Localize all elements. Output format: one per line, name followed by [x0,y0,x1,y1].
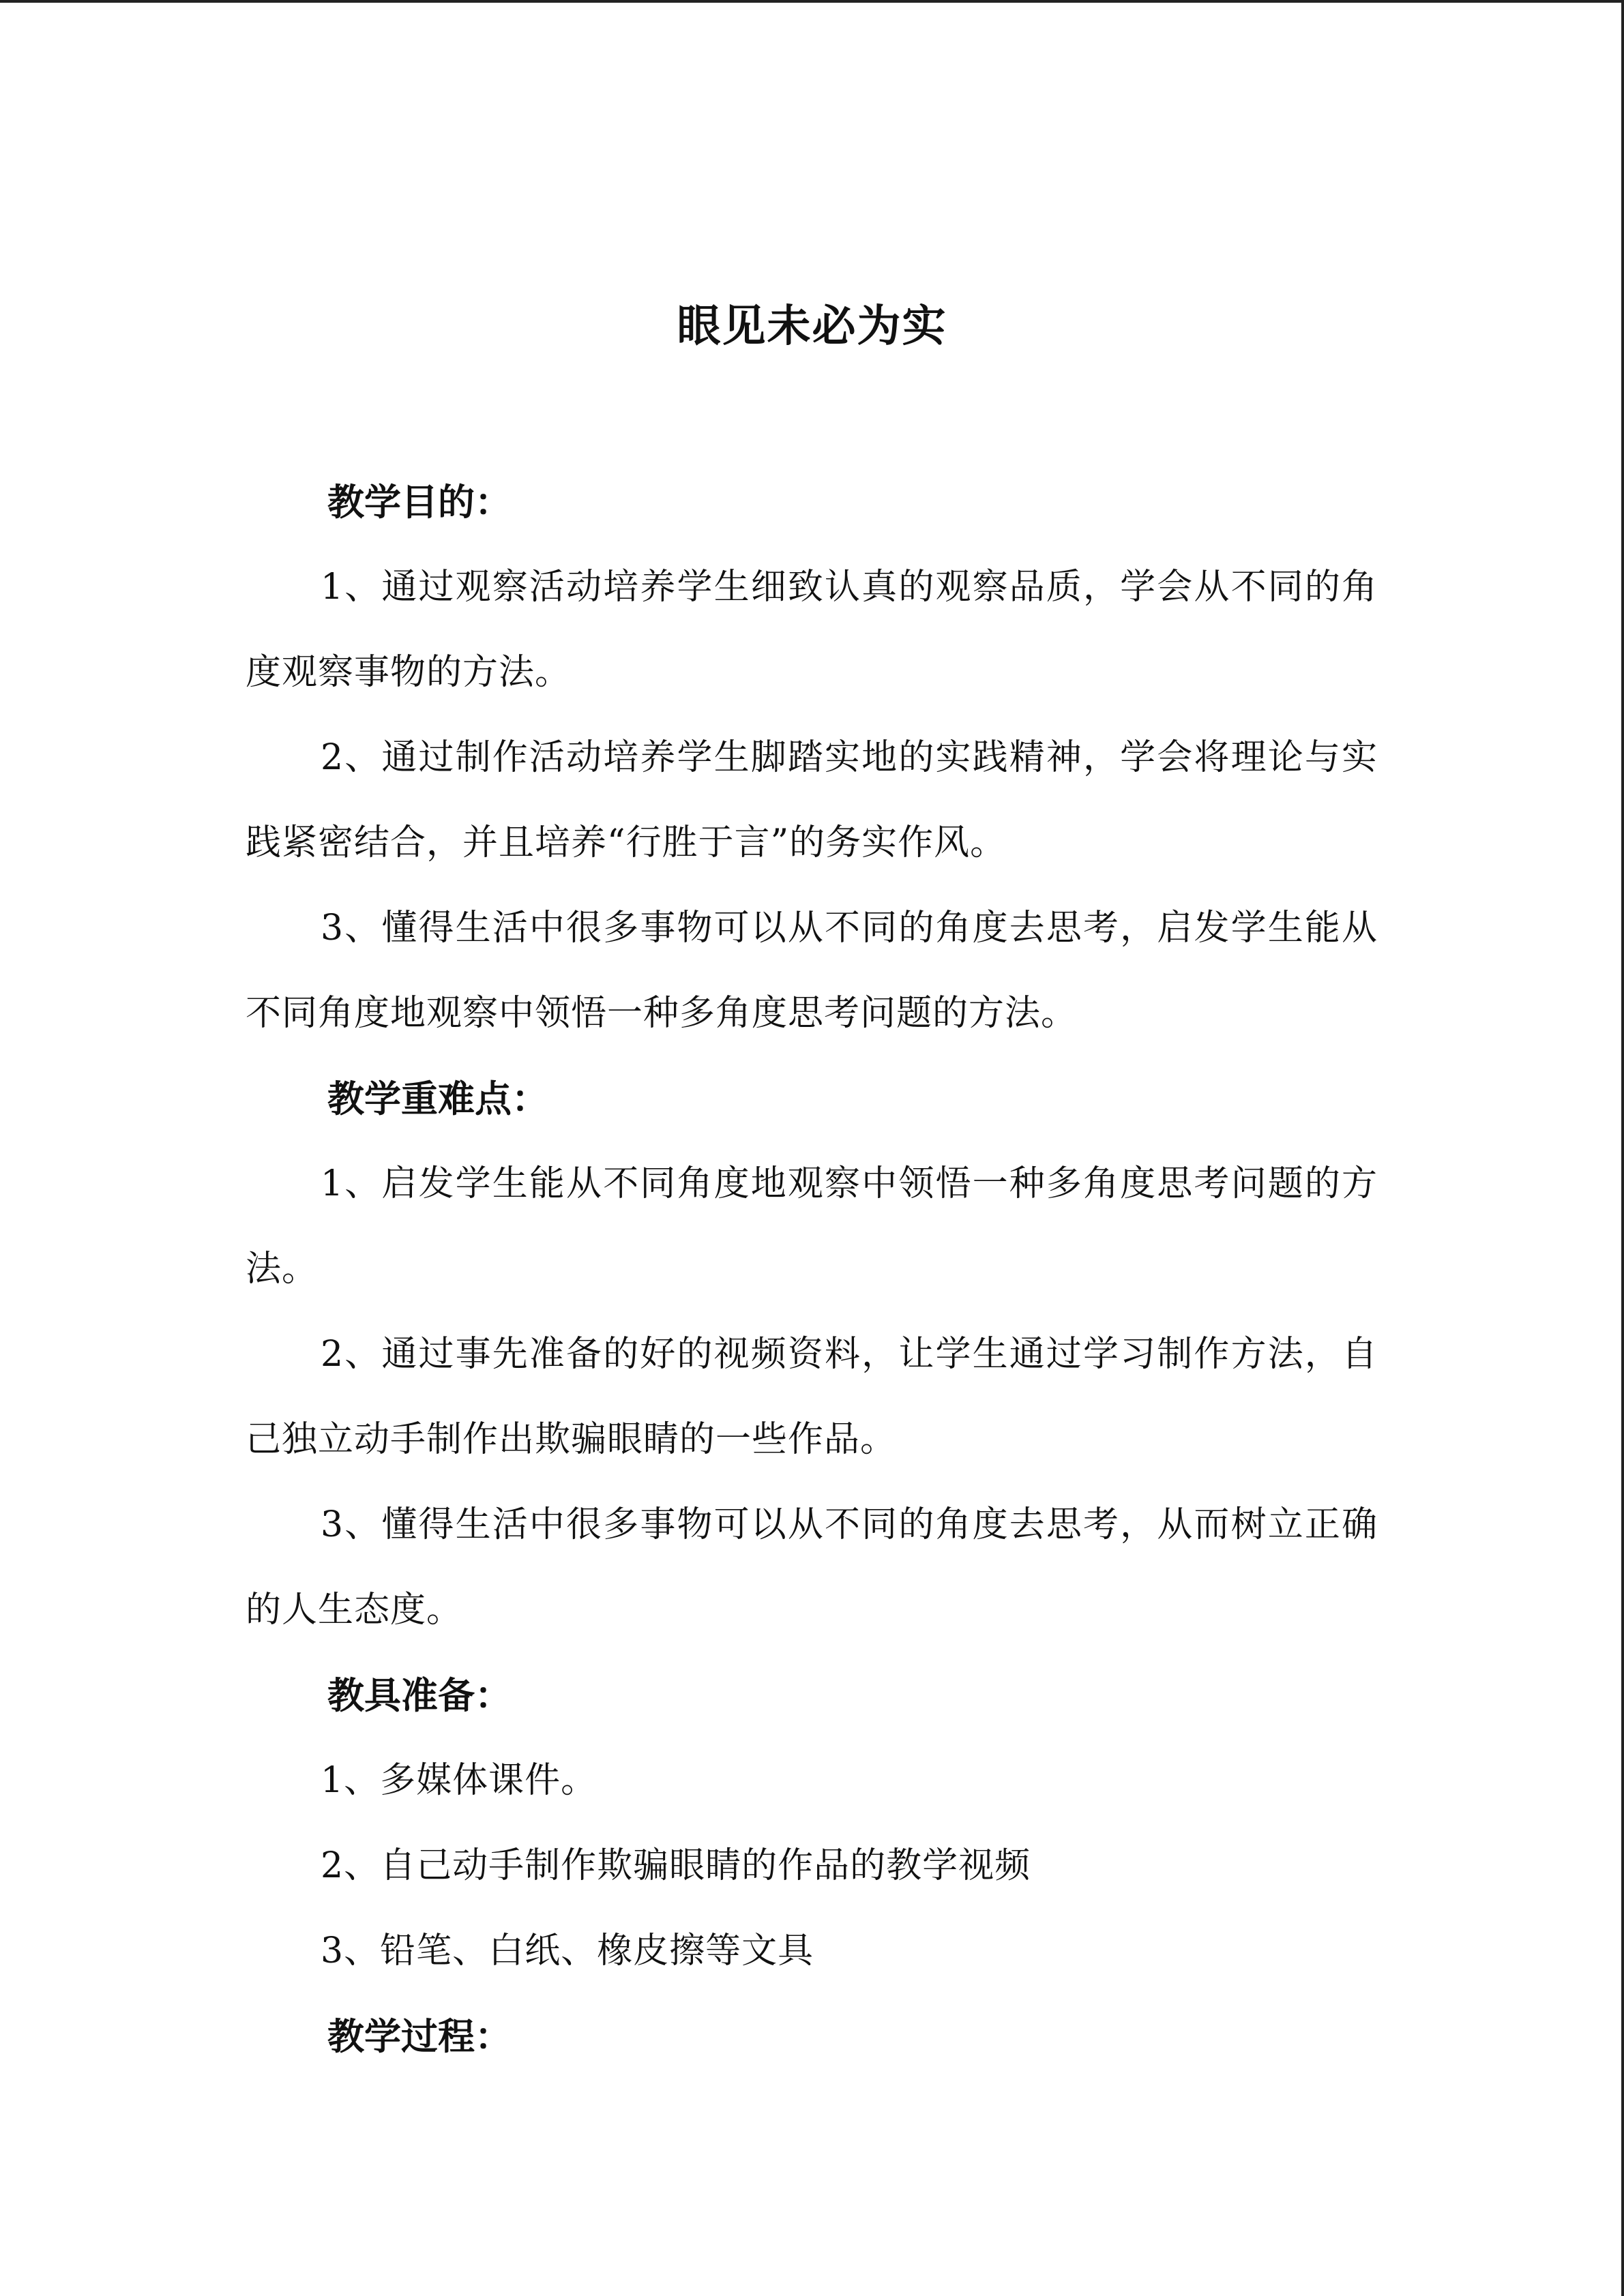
key-points-heading: 教学重难点： [327,1077,548,1120]
document-title: 眼见未必为实 [677,301,947,352]
objective-item: 2、通过制作活动培养学生脚踏实地的实践精神，学会将理论与实践紧密结合，并且培养“行胜于言”的务实作风。 [246,737,1378,863]
objectives-heading: 教学目的： [327,481,512,524]
objective-item: 1、通过观察活动培养学生细致认真的观察品质，学会从不同的角度观察事物的方法。 [246,567,1378,693]
key-point-item: 3、懂得生活中很多事物可以从不同的角度去思考，从而树立正确的人生态度。 [246,1504,1378,1630]
key-point-item: 2、通过事先准备的好的视频资料，让学生通过学习制作方法，自己独立动手制作出欺骗眼睛的一些作品。 [246,1334,1378,1460]
key-point-item: 1、启发学生能从不同角度地观察中领悟一种多角度思考问题的方法。 [246,1163,1378,1289]
material-item: 1、多媒体课件。 [321,1760,597,1801]
objective-item: 3、懂得生活中很多事物可以从不同的角度去思考，启发学生能从不同角度地观察中领悟一种多角度思考问题的方法。 [246,908,1378,1034]
document-body [246,460,1378,2079]
material-item: 2、自己动手制作欺骗眼睛的作品的教学视频 [321,1845,1031,1886]
materials-heading: 教具准备： [327,1674,512,1717]
process-heading: 教学过程： [327,2015,512,2058]
material-item: 3、铅笔、白纸、橡皮擦等文具 [321,1930,814,1971]
